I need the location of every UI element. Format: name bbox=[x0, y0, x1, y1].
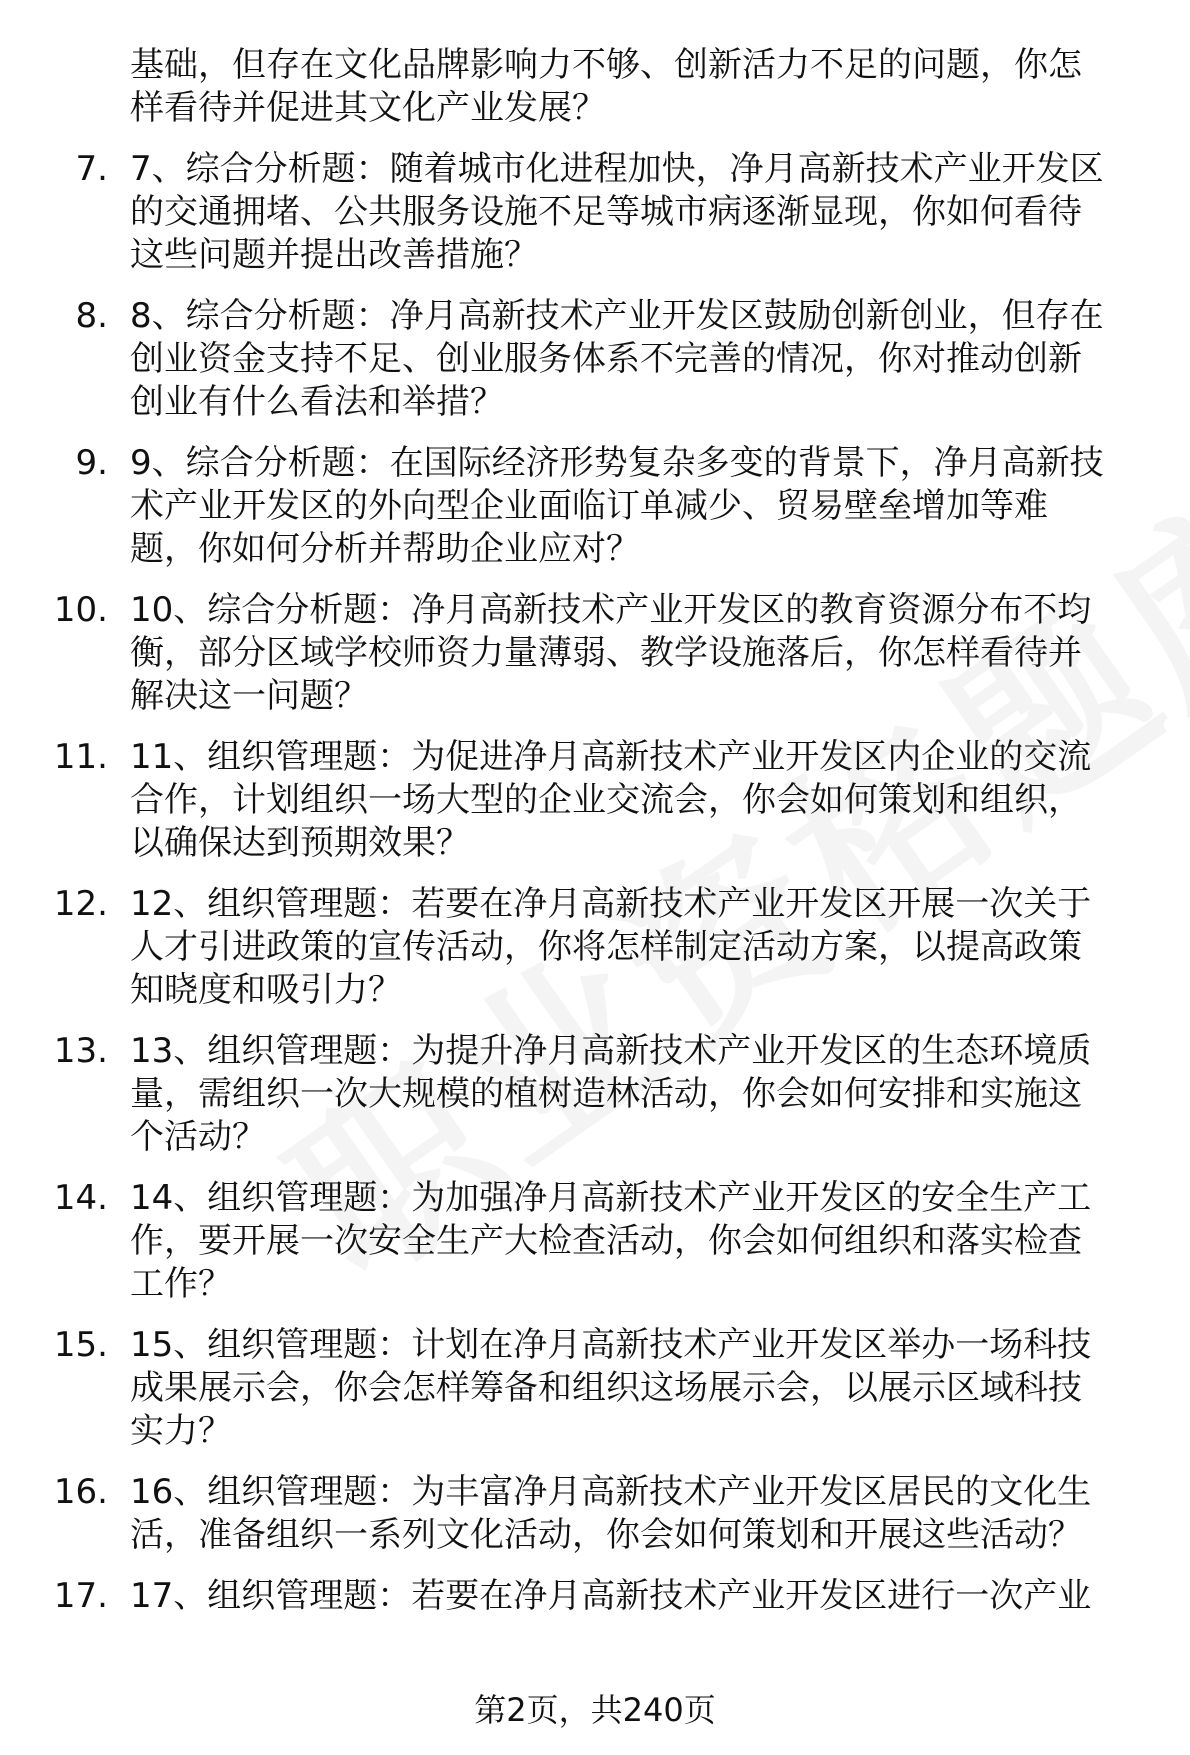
question-item bbox=[0, 883, 1190, 1012]
question-text: 17、组织管理题：若要在净月高新技术产业开发区进行一次产业 bbox=[130, 1576, 1092, 1616]
question-text: 9、综合分析题：在国际经济形势复杂多变的背景下，净月高新技 术产业开发区的外向型企业面临订单减少、贸易壁垒增加等难 题，你如何分析并帮助企业应对？ bbox=[130, 443, 1104, 569]
question-item bbox=[0, 736, 1190, 865]
question-item bbox=[0, 1471, 1190, 1557]
question-item bbox=[0, 1575, 1190, 1618]
question-item bbox=[0, 295, 1190, 424]
question-number: 16. bbox=[53, 1472, 108, 1512]
question-item bbox=[0, 1177, 1190, 1306]
continued-question-text: 基础，但存在文化品牌影响力不够、创新活力不足的问题，你怎 样看待并促进其文化产业发展？ bbox=[130, 45, 1082, 128]
question-text: 16、组织管理题：为丰富净月高新技术产业开发区居民的文化生 活，准备组织一系列文化活动，你会如何策划和开展这些活动？ bbox=[130, 1472, 1092, 1555]
question-number: 13. bbox=[53, 1031, 108, 1071]
document-body bbox=[0, 44, 1190, 1636]
question-text: 15、组织管理题：计划在净月高新技术产业开发区举办一场科技 成果展示会，你会怎样筹备和组织这场展示会，以展示区域科技 实力？ bbox=[130, 1325, 1092, 1451]
question-text: 7、综合分析题：随着城市化进程加快，净月高新技术产业开发区 的交通拥堵、公共服务设施不足等城市病逐渐显现，你如何看待 这些问题并提出改善措施？ bbox=[130, 149, 1104, 275]
question-number: 9. bbox=[75, 443, 108, 483]
question-text: 14、组织管理题：为加强净月高新技术产业开发区的安全生产工 作，要开展一次安全生产大检查活动，你会如何组织和落实检查 工作？ bbox=[130, 1178, 1092, 1304]
question-list bbox=[0, 148, 1190, 1618]
question-text: 11、组织管理题：为促进净月高新技术产业开发区内企业的交流 合作，计划组织一场大型的企业交流会，你会如何策划和组织， 以确保达到预期效果？ bbox=[130, 737, 1092, 863]
question-number: 7. bbox=[75, 149, 108, 189]
question-item bbox=[0, 148, 1190, 277]
question-text: 13、组织管理题：为提升净月高新技术产业开发区的生态环境质 量，需组织一次大规模的植树造林活动，你会如何安排和实施这 个活动？ bbox=[130, 1031, 1092, 1157]
question-number: 11. bbox=[53, 737, 108, 777]
question-item bbox=[0, 1324, 1190, 1453]
question-number: 14. bbox=[53, 1178, 108, 1218]
question-number: 17. bbox=[53, 1576, 108, 1616]
question-item bbox=[0, 442, 1190, 571]
page-footer: 第2页，共240页 bbox=[474, 1691, 716, 1729]
question-text: 8、综合分析题：净月高新技术产业开发区鼓励创新创业，但存在 创业资金支持不足、创业服务体系不完善的情况，你对推动创新 创业有什么看法和举措？ bbox=[130, 296, 1104, 422]
question-number: 10. bbox=[53, 590, 108, 630]
question-item bbox=[0, 1030, 1190, 1159]
question-text: 10、综合分析题：净月高新技术产业开发区的教育资源分布不均 衡，部分区域学校师资力量薄弱、教学设施落后，你怎样看待并 解决这一问题？ bbox=[130, 590, 1092, 716]
question-number: 15. bbox=[53, 1325, 108, 1365]
question-number: 12. bbox=[53, 884, 108, 924]
question-item bbox=[0, 589, 1190, 718]
question-number: 8. bbox=[75, 296, 108, 336]
question-text: 12、组织管理题：若要在净月高新技术产业开发区开展一次关于 人才引进政策的宣传活动，你将怎样制定活动方案，以提高政策 知晓度和吸引力？ bbox=[130, 884, 1092, 1010]
